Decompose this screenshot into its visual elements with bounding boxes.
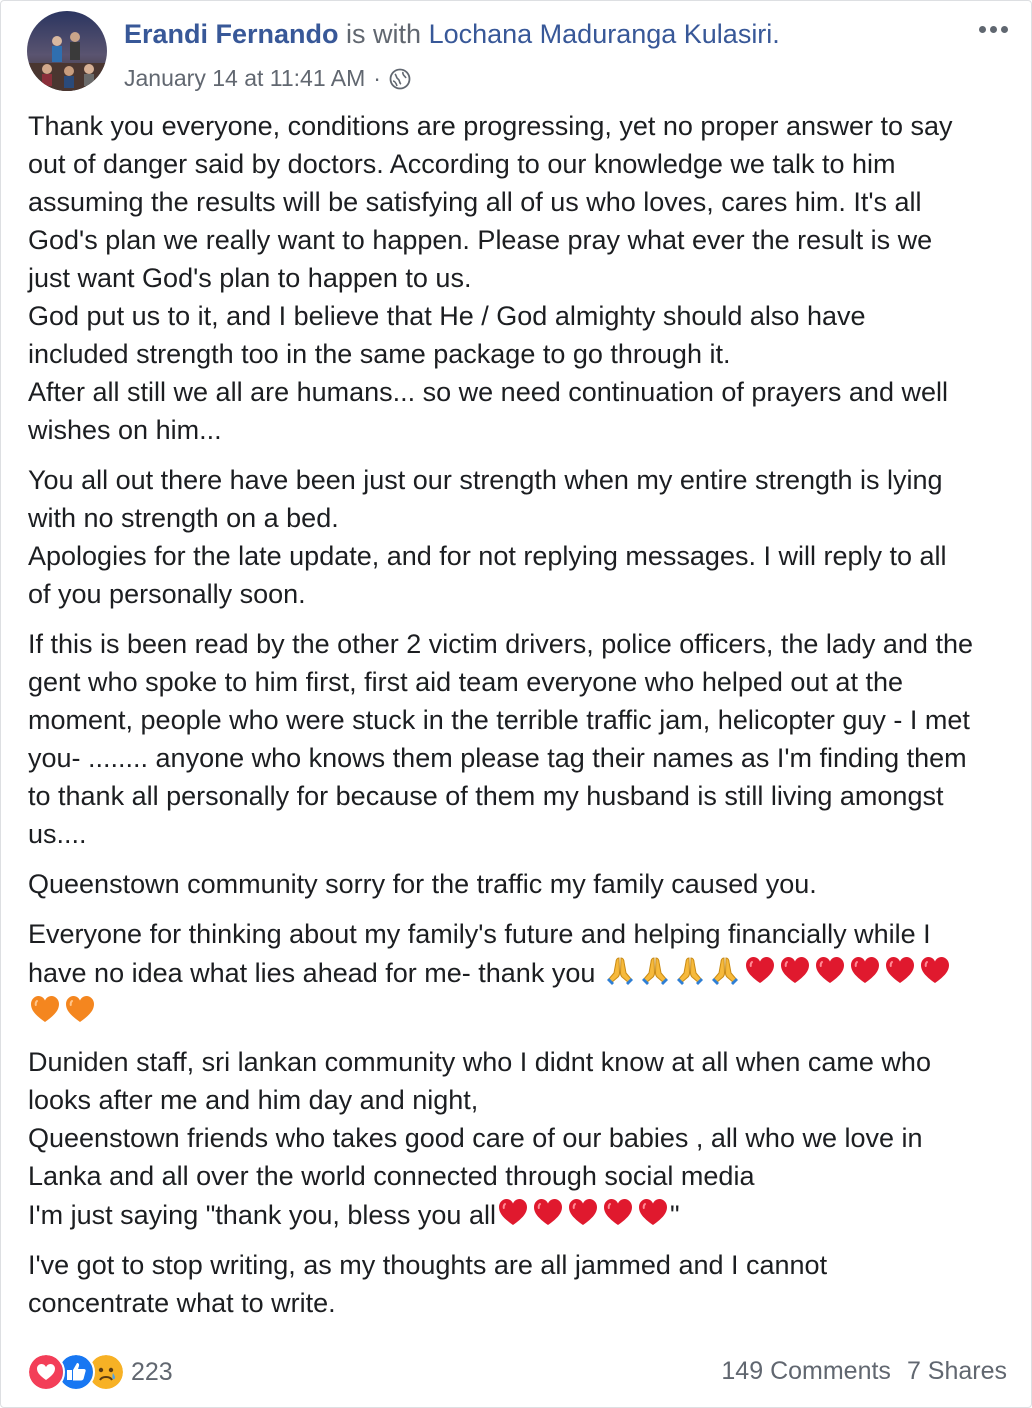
- text-line: God's plan we really want to happen. Please pray what ever the result is we: [28, 225, 933, 255]
- text-line: Everyone for thinking about my family's future and helping financially while I: [28, 919, 931, 949]
- text-line: moment, people who were stuck in the terrible traffic jam, helicopter guy - I met: [28, 705, 970, 735]
- text-line: Queenstown community sorry for the traffic my family caused you.: [28, 869, 817, 899]
- text-line: You all out there have been just our strength when my entire strength is lying: [28, 465, 943, 495]
- text-line: If this is been read by the other 2 victim drivers, police officers, the lady and the: [28, 629, 973, 659]
- text-line: wishes on him...: [28, 415, 222, 445]
- text-line: just want God's plan to happen to us.: [28, 263, 472, 293]
- engagement-counts: [721, 1357, 1007, 1386]
- text-line: I've got to stop writing, as my thoughts are all jammed and I cannot: [28, 1250, 828, 1280]
- pray-emoji-icon: [708, 953, 742, 987]
- dot-icon: [1001, 26, 1008, 33]
- paragraph-6: [28, 1043, 1011, 1234]
- author-name-link[interactable]: Erandi Fernando: [124, 19, 339, 49]
- red-heart-emoji-icon: [883, 953, 917, 987]
- shares-count-link[interactable]: 7 Shares: [906, 1357, 1007, 1385]
- post-body: [28, 107, 1011, 1334]
- paragraph-2: [28, 461, 1011, 613]
- text-segment: I'm just saying "thank you, bless you all: [28, 1200, 496, 1230]
- comments-count-link[interactable]: 149 Comments: [721, 1357, 891, 1385]
- text-segment: ": [669, 1200, 680, 1230]
- red-heart-emoji-icon: [566, 1195, 600, 1229]
- orange-heart-emoji-icon: [28, 992, 62, 1026]
- text-line: of you personally soon.: [28, 579, 306, 609]
- pray-emoji-icon: [673, 953, 707, 987]
- emoji-row: [603, 953, 952, 987]
- text-line-with-emoji: [28, 1195, 1011, 1234]
- pray-emoji-icon: [603, 953, 637, 987]
- text-line: assuming the results will be satisfying all of us who loves, cares him. It's all: [28, 187, 922, 217]
- text-line: Queenstown friends who takes good care of our babies , all who we love in: [28, 1123, 923, 1153]
- emoji-row: [496, 1195, 670, 1229]
- paragraph-3: [28, 625, 1011, 853]
- red-heart-emoji-icon: [848, 953, 882, 987]
- paragraph-5: [28, 915, 1011, 1031]
- text-line: gent who spoke to him first, first aid team everyone who helped out at the: [28, 667, 903, 697]
- red-heart-emoji-icon: [601, 1195, 635, 1229]
- red-heart-emoji-icon: [743, 953, 777, 987]
- more-options-button[interactable]: [973, 15, 1013, 43]
- post-timestamp[interactable]: January 14 at 11:41 AM: [124, 65, 366, 91]
- red-heart-emoji-icon: [636, 1195, 670, 1229]
- emoji-line: [28, 992, 1011, 1031]
- post-meta: [124, 63, 411, 93]
- globe-icon[interactable]: [389, 67, 411, 89]
- text-line: God put us to it, and I believe that He / God almighty should also have: [28, 301, 866, 331]
- reaction-count[interactable]: 223: [131, 1357, 173, 1386]
- text-line-with-emoji: [28, 953, 1011, 992]
- text-segment: have no idea what lies ahead for me- thank you: [28, 958, 596, 988]
- red-heart-emoji-icon: [918, 953, 952, 987]
- paragraph-7: [28, 1246, 1011, 1322]
- tagged-person-link[interactable]: Lochana Maduranga Kulasiri.: [428, 19, 780, 49]
- dot-icon: [979, 26, 986, 33]
- reactions-summary[interactable]: [27, 1353, 173, 1391]
- paragraph-4: [28, 865, 1011, 903]
- text-line: Duniden staff, sri lankan community who I didnt know at all when came who: [28, 1047, 931, 1077]
- text-line: Apologies for the late update, and for not replying messages. I will reply to all: [28, 541, 947, 571]
- text-line: with no strength on a bed.: [28, 503, 339, 533]
- red-heart-emoji-icon: [496, 1195, 530, 1229]
- red-heart-emoji-icon: [531, 1195, 565, 1229]
- post-footer: [27, 1349, 1007, 1393]
- red-heart-emoji-icon: [813, 953, 847, 987]
- orange-heart-emoji-icon: [63, 992, 97, 1026]
- text-line: After all still we all are humans... so we need continuation of prayers and well: [28, 377, 948, 407]
- text-line: you- ........ anyone who knows them please tag their names as I'm finding them: [28, 743, 967, 773]
- text-line: looks after me and him day and night,: [28, 1085, 479, 1115]
- author-avatar[interactable]: [27, 11, 107, 91]
- text-line: out of danger said by doctors. According to our knowledge we talk to him: [28, 149, 896, 179]
- dot-icon: [990, 26, 997, 33]
- text-line: Thank you everyone, conditions are progressing, yet no proper answer to say: [28, 111, 953, 141]
- pray-emoji-icon: [638, 953, 672, 987]
- text-line: included strength too in the same package to go through it.: [28, 339, 731, 369]
- emoji-row: [28, 992, 97, 1026]
- post-header: [27, 11, 1015, 93]
- author-line: [124, 17, 780, 51]
- text-line: to thank all personally for because of them my husband is still living amongst: [28, 781, 944, 811]
- red-heart-emoji-icon: [778, 953, 812, 987]
- meta-separator: ·: [373, 65, 381, 91]
- text-line: concentrate what to write.: [28, 1288, 336, 1318]
- paragraph-1: [28, 107, 1011, 449]
- text-line: Lanka and all over the world connected through social media: [28, 1161, 755, 1191]
- love-reaction-icon: [27, 1353, 65, 1391]
- text-line: us....: [28, 819, 87, 849]
- with-text: is with: [346, 19, 422, 49]
